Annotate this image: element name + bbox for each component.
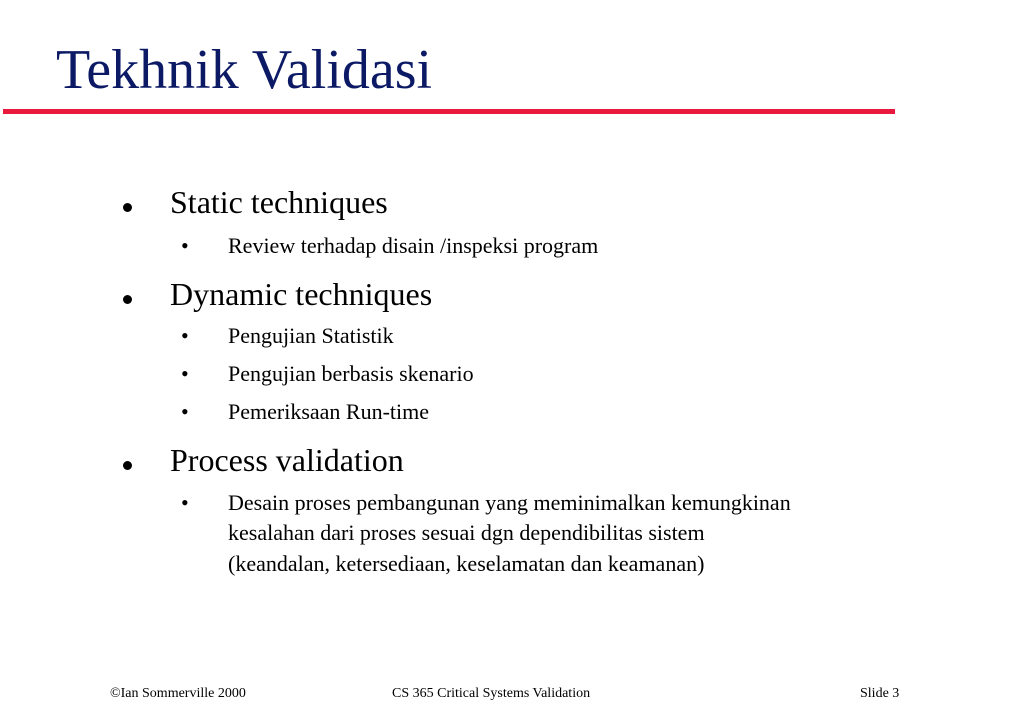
sub-item-line: Desain proses pembangunan yang meminimalkan kemungkinan — [228, 490, 791, 515]
sub-bullet: • — [181, 399, 189, 424]
sub-item: Pengujian Statistik — [228, 323, 394, 348]
footer-slide-number: Slide 3 — [860, 686, 900, 701]
sub-item-line: kesalahan dari proses sesuai dgn dependibilitas sistem — [228, 520, 705, 545]
slide-title: Tekhnik Validasi — [56, 39, 433, 101]
sub-bullet: • — [181, 361, 189, 386]
section-heading: Process validation — [170, 442, 404, 478]
sub-bullet: • — [181, 323, 189, 348]
sub-item: Pengujian berbasis skenario — [228, 361, 474, 386]
footer-course: CS 365 Critical Systems Validation — [392, 686, 591, 701]
section-heading: Static techniques — [170, 184, 388, 220]
sub-bullet: • — [181, 233, 189, 258]
bullet-dot-icon — [123, 203, 132, 212]
bullet-dot-icon — [123, 461, 132, 470]
sub-item: Pemeriksaan Run-time — [228, 399, 430, 424]
bullet-dot-icon — [123, 295, 132, 304]
section-heading: Dynamic techniques — [170, 276, 433, 312]
footer-author: ©Ian Sommerville 2000 — [110, 686, 246, 701]
sub-bullet: • — [181, 490, 189, 515]
sub-item: Review terhadap disain /inspeksi program — [228, 233, 599, 258]
sub-item-line: (keandalan, ketersediaan, keselamatan dan keamanan) — [228, 551, 705, 576]
